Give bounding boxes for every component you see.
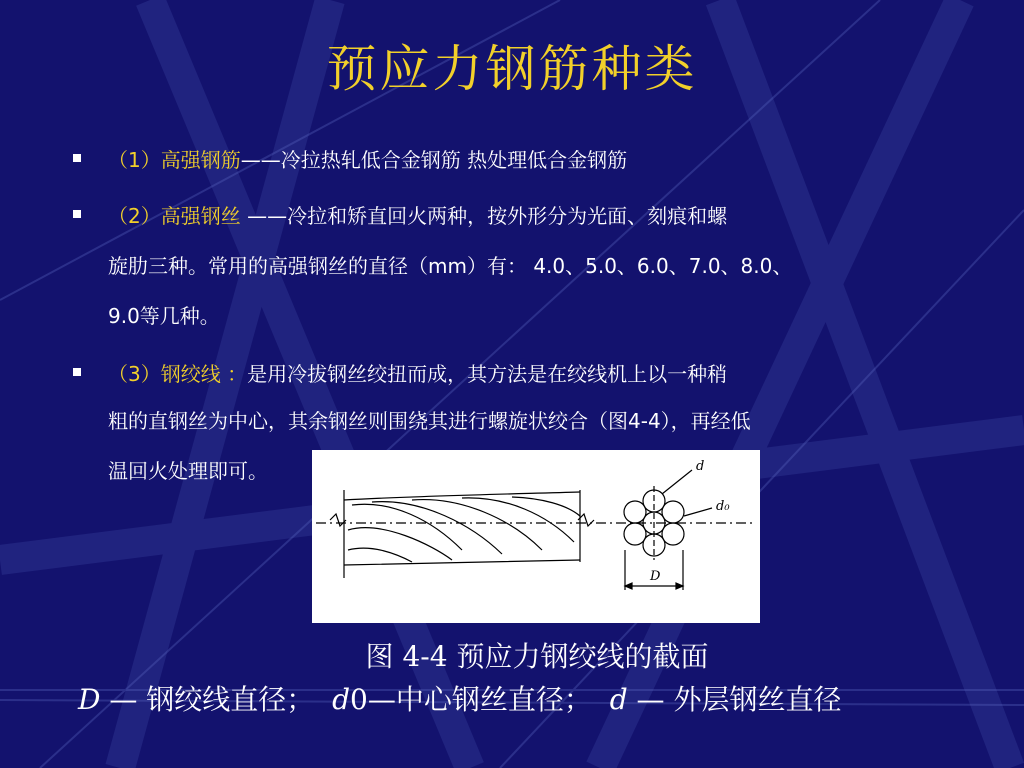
item-1-number: （1） — [108, 148, 161, 172]
legend-dash-2: — — [367, 683, 396, 716]
legend-text-d0: 中心钢丝直径； — [395, 683, 592, 716]
strand-drawing — [312, 450, 760, 623]
item-1-desc: ——冷拉热轧低合金钢筋 热处理低合金钢筋 — [240, 148, 628, 172]
slide-title: 预应力钢筋种类 — [326, 40, 698, 98]
item-3-line-1 — [108, 361, 727, 387]
item-3-desc-1: 是用冷拔钢丝绞扭而成，其方法是在绞线机上以一种稍 — [247, 362, 728, 386]
item-3-line-2: 粗的直钢丝为中心，其余钢丝则围绕其进行螺旋状绞合（图4-4），再经低 — [108, 409, 751, 433]
legend-text-D: 钢绞线直径； — [146, 683, 315, 716]
legend-dash-3: — — [627, 683, 674, 716]
item-2-number: （2） — [108, 204, 161, 228]
item-2-desc-1: ——冷拉和矫直回火两种，按外形分为光面、刻痕和螺 — [240, 204, 728, 228]
item-3-line-3: 温回火处理即可。 — [108, 459, 268, 483]
item-2-line-2: 旋肋三种。常用的高强钢丝的直径（mm）有： 4.0、5.0、6.0、7.0、8.0、 — [108, 254, 793, 278]
label-d: d — [696, 459, 705, 474]
legend-symbol-D: D — [78, 683, 101, 716]
bullet-marker — [73, 154, 81, 162]
item-1 — [108, 147, 627, 173]
item-2-line-3: 9.0等几种。 — [108, 304, 220, 328]
bullet-marker — [73, 210, 81, 218]
item-2-name: 高强钢丝 — [160, 204, 241, 228]
strand-figure — [312, 450, 760, 623]
legend-sub-0: 0 — [350, 683, 368, 716]
legend-dash-1: — — [100, 683, 147, 716]
legend-text-d: 外层钢丝直径 — [673, 683, 842, 716]
figure-legend — [78, 683, 841, 717]
legend-symbol-d2: d — [609, 683, 628, 716]
bullet-marker — [73, 368, 81, 376]
legend-symbol-d: d — [332, 683, 351, 716]
item-3-colon: ： — [220, 362, 248, 386]
label-d0: d₀ — [716, 499, 730, 514]
item-3-number: （3） — [108, 362, 161, 386]
item-1-name: 高强钢筋 — [160, 148, 241, 172]
figure-caption: 图 4-4 预应力钢绞线的截面 — [365, 640, 709, 673]
item-3-name: 钢绞线 — [160, 362, 221, 386]
label-D: D — [650, 569, 661, 584]
item-2-line-1 — [108, 203, 727, 229]
